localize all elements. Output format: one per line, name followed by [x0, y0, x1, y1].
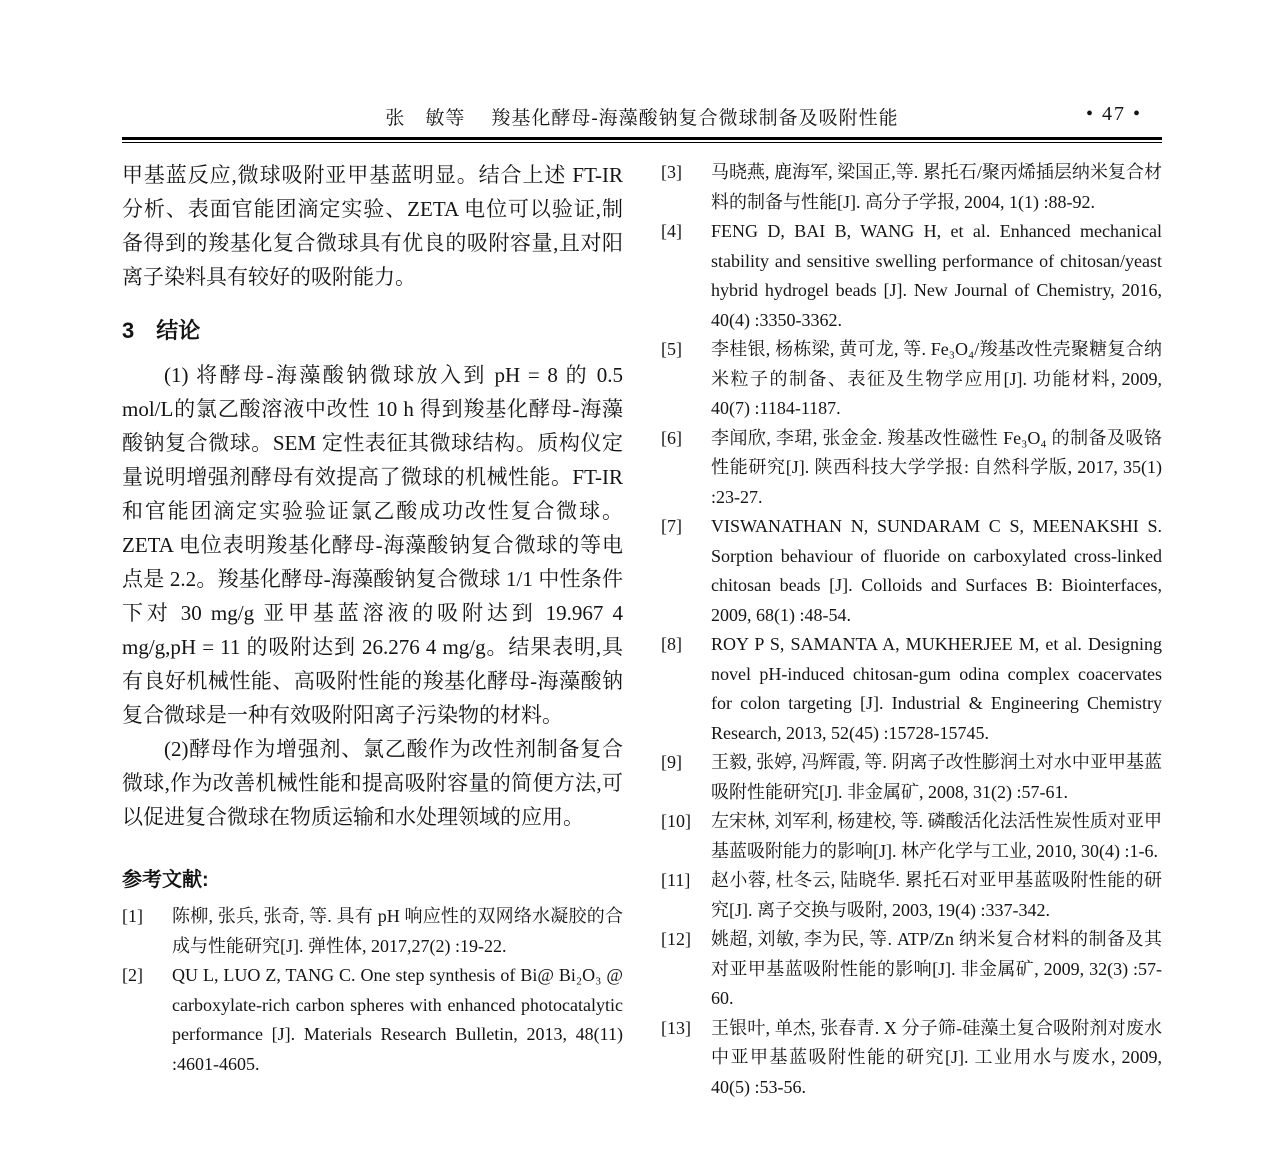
- header-rule: [122, 137, 1162, 143]
- reference-number: [11]: [661, 870, 691, 890]
- reference-text: 陈柳, 张兵, 张奇, 等. 具有 pH 响应性的双网络水凝胶的合成与性能研究[J]. 弹性体, 2017,27(2) :19-22.: [172, 906, 623, 956]
- running-head-authors: 张 敏等: [385, 108, 466, 129]
- references-heading: 参考文献:: [122, 869, 209, 891]
- page-number: • 47 •: [1085, 103, 1142, 125]
- reference-number: [2]: [122, 965, 143, 985]
- reference-item-5: [661, 335, 1162, 424]
- reference-item-6: [661, 424, 1162, 513]
- right-column: [661, 158, 1162, 1102]
- running-head: [122, 103, 1162, 130]
- reference-text: 李闻欣, 李珺, 张金金. 羧基改性磁性 Fe₃O₄ 的制备及吸铬性能研究[J]. 陕西科技大学学报: 自然科学版, 2017, 35(1) :23-27.: [711, 427, 1162, 507]
- reference-number: [12]: [661, 929, 691, 949]
- reference-text: 左宋林, 刘军利, 杨建校, 等. 磷酸活化法活性炭性质对亚甲基蓝吸附能力的影响[J]. 林产化学与工业, 2010, 30(4) :1-6.: [711, 811, 1162, 861]
- section-number: 3: [122, 318, 135, 343]
- reference-item-4: [661, 217, 1162, 335]
- reference-text: FENG D, BAI B, WANG H, et al. Enhanced mechanical stability and sensitive swelling performance of chitosan/yeast hybrid hydrogel beads [J]. New Journal of Chemistry, 2016, 40(4) :3350-3362.: [711, 221, 1162, 330]
- conclusion-paragraph-2: (2)酵母作为增强剂、氯乙酸作为改性剂制备复合微球,作为改善机械性能和提高吸附容量的简便方法,可以促进复合微球在物质运输和水处理领域的应用。: [122, 737, 623, 829]
- reference-item-13: [661, 1014, 1162, 1103]
- reference-item-10: [661, 807, 1162, 866]
- section-title: 结论: [156, 318, 201, 343]
- reference-number: [10]: [661, 811, 691, 831]
- reference-number: [13]: [661, 1017, 691, 1038]
- conclusion-paragraph-1: (1) 将酵母-海藻酸钠微球放入到 pH = 8 的 0.5 mol/L的氯乙酸溶液中改性 10 h 得到羧基化酵母-海藻酸钠复合微球。SEM 定性表征其微球结构。质构仪定量说明增强剂酵母有效提高了微球的机械性能。FT-IR 和官能团滴定实验验证氯乙酸成功改性复合微球。ZETA 电位表明羧基化酵母-海藻酸钠复合微球的等电点是 2.2。羧基化酵母-海藻酸钠复合微球 1/1 中性条件下对 30 mg/g 亚甲基蓝溶液的吸附达到 19.967 4 mg/g,pH = 11 的吸附达到 26.276 4 mg/g。结果表明,具有良好机械性能、高吸附性能的羧基化酵母-海藻酸钠复合微球是一种有效吸附阳离子污染物的材料。: [122, 363, 623, 727]
- reference-text: 马晓燕, 鹿海军, 梁国正,等. 累托石/聚丙烯插层纳米复合材料的制备与性能[J]. 高分子学报, 2004, 1(1) :88-92.: [711, 162, 1162, 212]
- left-column: [122, 158, 623, 1102]
- reference-text: 李桂银, 杨栋梁, 黄可龙, 等. Fe₃O₄/羧基改性壳聚糖复合纳米粒子的制备、表征及生物学应用[J]. 功能材料, 2009, 40(7) :1184-1187.: [711, 339, 1162, 418]
- reference-text: 王银叶, 单杰, 张春青. X 分子筛-硅藻土复合吸附剂对废水中亚甲基蓝吸附性能的研究[J]. 工业用水与废水, 2009, 40(5) :53-56.: [711, 1017, 1162, 1097]
- reference-item-8: [661, 630, 1162, 748]
- reference-item-9: [661, 748, 1162, 807]
- reference-text: 赵小蓉, 杜冬云, 陆晓华. 累托石对亚甲基蓝吸附性能的研究[J]. 离子交换与吸附, 2003, 19(4) :337-342.: [711, 870, 1162, 920]
- reference-number: [9]: [661, 752, 682, 772]
- reference-item-11: [661, 866, 1162, 925]
- reference-text: VISWANATHAN N, SUNDARAM C S, MEENAKSHI S. Sorption behaviour of fluoride on carboxylated cross-linked chitosan beads [J]. Colloids and Surfaces B: Biointerfaces, 2009, 68(1) :48-54.: [711, 516, 1162, 625]
- reference-item-2: [122, 961, 623, 1079]
- section-heading-conclusion: [122, 316, 623, 346]
- reference-number: [8]: [661, 634, 682, 654]
- reference-text: QU L, LUO Z, TANG C. One step synthesis of Bi@ Bi₂O₃ @ carboxylate-rich carbon spheres with enhanced photocatalytic performance [J]. Materials Research Bulletin, 2013, 48(11) :4601-4605.: [172, 965, 623, 1074]
- reference-text: ROY P S, SAMANTA A, MUKHERJEE M, et al. Designing novel pH-induced chitosan-gum odina complex coacervates for colon targeting [J]. Industrial & Engineering Chemistry Research, 2013, 52(45) :15728-15745.: [711, 634, 1162, 743]
- two-column-body: [122, 158, 1162, 1102]
- reference-number: [1]: [122, 906, 143, 926]
- reference-text: 姚超, 刘敏, 李为民, 等. ATP/Zn 纳米复合材料的制备及其对亚甲基蓝吸附性能的影响[J]. 非金属矿, 2009, 32(3) :57-60.: [711, 929, 1162, 1008]
- reference-item-12: [661, 925, 1162, 1014]
- reference-item-1: [122, 902, 623, 961]
- reference-number: [5]: [661, 339, 682, 359]
- reference-text: 王毅, 张婷, 冯辉霞, 等. 阴离子改性膨润土对水中亚甲基蓝吸附性能研究[J]. 非金属矿, 2008, 31(2) :57-61.: [711, 752, 1162, 802]
- reference-number: [6]: [661, 427, 682, 448]
- reference-number: [7]: [661, 516, 682, 536]
- running-head-title: 羧基化酵母-海藻酸钠复合微球制备及吸附性能: [491, 108, 899, 129]
- reference-number: [3]: [661, 162, 682, 182]
- reference-item-7: [661, 512, 1162, 630]
- paragraph-continuation: 甲基蓝反应,微球吸附亚甲基蓝明显。结合上述 FT-IR 分析、表面官能团滴定实验、ZETA 电位可以验证,制备得到的羧基化复合微球具有优良的吸附容量,且对阳离子染料具有较好的吸附能力。: [122, 163, 623, 289]
- reference-item-3: [661, 158, 1162, 217]
- reference-number: [4]: [661, 221, 682, 241]
